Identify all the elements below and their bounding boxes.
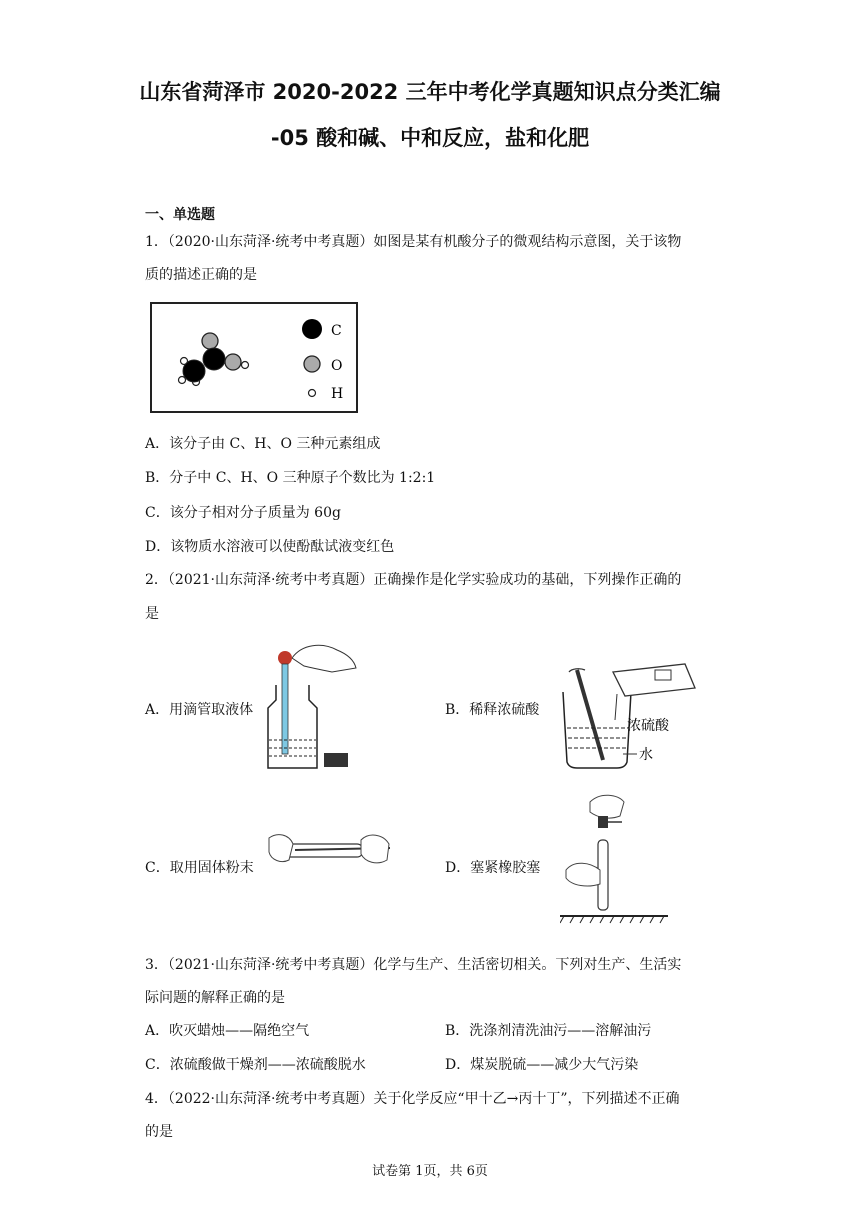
stopper bbox=[598, 816, 608, 828]
q3-stem-line1: 3．（2021·山东菏泽·统考中考真题）化学与生产、生活密切相关。下列对生产、生活实 bbox=[145, 957, 682, 973]
q1-option-d: D．该物质水溶液可以使酚酞试液变红色 bbox=[145, 539, 395, 555]
acid-label: 浓硫酸 bbox=[627, 718, 669, 734]
q2-option-b: B．稀释浓硫酸 bbox=[445, 702, 540, 718]
hydrogen-atom bbox=[242, 362, 249, 369]
legend-hydrogen-label: H bbox=[331, 386, 344, 402]
upper-hand bbox=[590, 795, 624, 818]
q3-option-d: D．煤炭脱硫——减少大气污染 bbox=[445, 1057, 639, 1073]
left-hand bbox=[269, 835, 293, 862]
page-footer: 试卷第 1页，共 6页 bbox=[372, 1164, 488, 1179]
q1-option-a: A．该分子由 C、H、O 三种元素组成 bbox=[145, 436, 381, 452]
oxygen-atom bbox=[202, 333, 218, 349]
oxygen-atom bbox=[225, 354, 241, 370]
beaker-outline bbox=[563, 692, 631, 768]
q1-option-b: B．分子中 C、H、O 三种原子个数比为 1:2:1 bbox=[145, 470, 436, 486]
right-hand bbox=[361, 835, 389, 863]
acid-bottle bbox=[613, 664, 695, 696]
legend-oxygen-label: O bbox=[331, 358, 343, 374]
legend-carbon-label: C bbox=[331, 323, 342, 339]
section-heading: 一、单选题 bbox=[145, 207, 215, 223]
q1-stem-line1: 1．（2020·山东菏泽·统考中考真题）如图是某有机酸分子的微观结构示意图，关于该物 bbox=[145, 234, 682, 250]
glass-rod bbox=[577, 670, 603, 760]
legend-oxygen-symbol bbox=[304, 356, 320, 372]
q3-option-a: A．吹灭蜡烛——隔绝空气 bbox=[145, 1023, 310, 1039]
lower-hand bbox=[566, 863, 600, 886]
molecule-diagram bbox=[152, 304, 356, 411]
doc-title-line2: -05 酸和碱、中和反应，盐和化肥 bbox=[270, 126, 590, 150]
q3-stem-line2: 际问题的解释正确的是 bbox=[145, 990, 285, 1006]
water-label: 水 bbox=[639, 747, 653, 763]
rubber-stopper-figure bbox=[560, 792, 670, 927]
solid-powder-figure bbox=[265, 830, 400, 875]
legend-hydrogen-symbol bbox=[309, 390, 316, 397]
q1-stem-line2: 质的描述正确的是 bbox=[145, 267, 257, 283]
carbon-atom bbox=[183, 360, 205, 382]
hand-drawing bbox=[292, 645, 356, 672]
q2-option-c: C．取用固体粉末 bbox=[145, 860, 254, 876]
q2-stem-line2: 是 bbox=[145, 606, 159, 622]
dropper-bulb bbox=[278, 651, 292, 665]
q2-option-a: A．用滴管取液体 bbox=[145, 702, 254, 718]
stopper-on-table bbox=[324, 753, 348, 767]
q1-option-c: C．该分子相对分子质量为 60g bbox=[145, 505, 341, 521]
dropper-bottle-figure bbox=[262, 640, 362, 775]
acid-stream bbox=[615, 694, 617, 720]
hydrogen-atom bbox=[179, 377, 186, 384]
q4-stem-line1: 4．（2022·山东菏泽·统考中考真题）关于化学反应“甲十乙→丙十丁”，下列描述不正确 bbox=[145, 1091, 680, 1107]
acid-dilution-figure bbox=[555, 650, 705, 775]
doc-title-line1: 山东省菏泽市 2020-2022 三年中考化学真题知识点分类汇编 bbox=[139, 80, 721, 104]
q3-option-c: C．浓硫酸做干燥剂——浓硫酸脱水 bbox=[145, 1057, 366, 1073]
carbon-atom bbox=[203, 348, 225, 370]
q3-option-b: B．洗涤剂清洗油污——溶解油污 bbox=[445, 1023, 652, 1039]
legend-carbon-symbol bbox=[302, 319, 322, 339]
q2-stem-line1: 2．（2021·山东菏泽·统考中考真题）正确操作是化学实验成功的基础，下列操作正确的 bbox=[145, 572, 682, 588]
q2-option-d: D．塞紧橡胶塞 bbox=[445, 860, 541, 876]
molecule-figure bbox=[150, 302, 358, 413]
q4-stem-line2: 的是 bbox=[145, 1124, 173, 1140]
